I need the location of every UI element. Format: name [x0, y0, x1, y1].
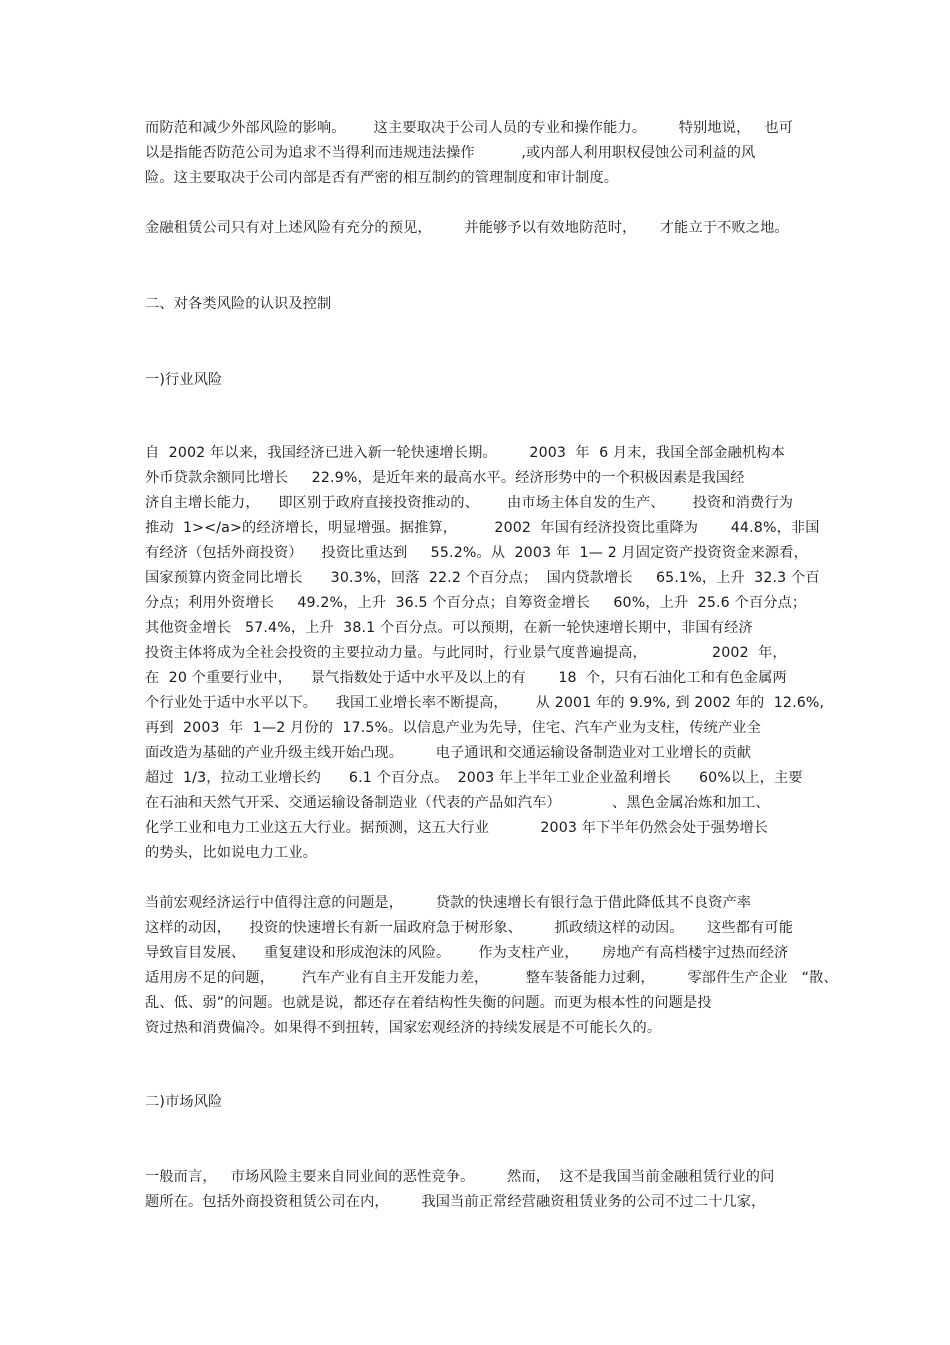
industry-line: 面改造为基础的产业升级主线开始凸现。 电子通讯和交通运输设备制造业对工业增长的贡献 — [145, 745, 752, 761]
intro-line: 而防范和减少外部风险的影响。 这主要取决于公司人员的专业和操作能力。 特别地说， 也可 — [145, 120, 794, 136]
industry-line: 济自主增长能力， 即区别于政府直接投资推动的、 由市场主体自发的生产、 投资和消费行为 — [145, 495, 794, 511]
industry-line: 分点；利用外资增长 49.2%，上升 36.5 个百分点；自筹资金增长 60%，上升 25.6 个百分点； — [145, 595, 807, 611]
industry-concern-line: 当前宏观经济运行中值得注意的问题是， 贷款的快速增长有银行急于借此降低其不良资产率 — [145, 895, 752, 911]
industry-line: 化学工业和电力工业这五大行业。据预测，这五大行业 2003 年下半年仍然会处于强势增长 — [145, 820, 769, 836]
industry-line: 投资主体将成为全社会投资的主要拉动力量。与此同时，行业景气度普遍提高， 2002 年， — [145, 645, 787, 661]
industry-concern-line: 这样的动因， 投资的快速增长有新一届政府急于树形象、 抓政绩这样的动因。 这些都有可能 — [145, 920, 794, 936]
industry-concern-line: 适用房不足的问题， 汽车产业有自主开发能力差， 整车装备能力过剩， 零部件生产企业 “散、 — [145, 970, 838, 986]
industry-line: 在 20 个重要行业中， 景气指数处于适中水平及以上的有 18 个，只有石油化工和有色金属两 — [145, 670, 787, 686]
summary-line: 金融租赁公司只有对上述风险有充分的预见， 并能够予以有效地防范时， 才能立于不败之地。 — [145, 220, 789, 236]
industry-concern-line: 导致盲目发展、 重复建设和形成泡沫的风险。 作为支柱产业， 房地产有高档楼宇过热而经济 — [145, 945, 789, 961]
intro-line: 险。这主要取决于公司内部是否有严密的相互制约的管理制度和审计制度。 — [145, 170, 619, 186]
industry-line: 超过 1/3，拉动工业增长约 6.1 个百分点。 2003 年上半年工业企业盈利增长 60%以上，主要 — [145, 770, 803, 786]
industry-concern-line: 资过热和消费偏冷。如果得不到扭转，国家宏观经济的持续发展是不可能长久的。 — [145, 1020, 662, 1036]
intro-line: 以是指能否防范公司为追求不当得利而违规违法操作 ,或内部人利用职权侵蚀公司利益的风 — [145, 145, 756, 161]
industry-line: 个行业处于适中水平以下。 我国工业增长率不断提高， 从 2001 年的 9.9%, 到 2002 年的 12.6%, — [145, 695, 825, 711]
subsection-heading-industry-risk: 一)行业风险 — [145, 372, 223, 388]
industry-concern-line: 乱、低、弱”的问题。也就是说，都还存在着结构性失衡的问题。而更为根本性的问题是投 — [145, 995, 712, 1011]
industry-line: 推动 1></a>的经济增长，明显增强。据推算， 2002 年国有经济投资比重降为 44.8%，非国 — [145, 520, 820, 536]
market-line: 一般而言， 市场风险主要来自同业间的恶性竞争。 然而， 这不是我国当前金融租赁行业的问 — [145, 1169, 775, 1185]
industry-line: 其他资金增长 57.4%，上升 38.1 个百分点。可以预期，在新一轮快速增长期中，非国有经济 — [145, 620, 753, 636]
industry-line: 自 2002 年以来，我国经济已进入新一轮快速增长期。 2003 年 6 月末，我国全部金融机构本 — [145, 445, 785, 461]
section-heading: 二、对各类风险的认识及控制 — [145, 296, 332, 312]
industry-line: 再到 2003 年 1—2 月份的 17.5%。以信息产业为先导，住宅、汽车产业为支柱，传统产业全 — [145, 720, 761, 736]
industry-line: 在石油和天然气开采、交通运输设备制造业（代表的产品如汽车） 、黑色金属冶炼和加工、 — [145, 795, 770, 811]
market-line: 题所在。包括外商投资租赁公司在内， 我国当前正常经营融资租赁业务的公司不过二十几家， — [145, 1194, 766, 1210]
industry-line: 有经济（包括外商投资） 投资比重达到 55.2%。从 2003 年 1— 2 月固定资产投资资金来源看， — [145, 545, 808, 561]
industry-line: 外币贷款余额同比增长 22.9%，是近年来的最高水平。经济形势中的一个积极因素是我国经 — [145, 470, 745, 486]
subsection-heading-market-risk: 二)市场风险 — [145, 1094, 223, 1110]
industry-line: 国家预算内资金同比增长 30.3%，回落 22.2 个百分点； 国内贷款增长 65.1%，上升 32.3 个百 — [145, 570, 820, 586]
industry-line: 的势头，比如说电力工业。 — [145, 845, 318, 861]
